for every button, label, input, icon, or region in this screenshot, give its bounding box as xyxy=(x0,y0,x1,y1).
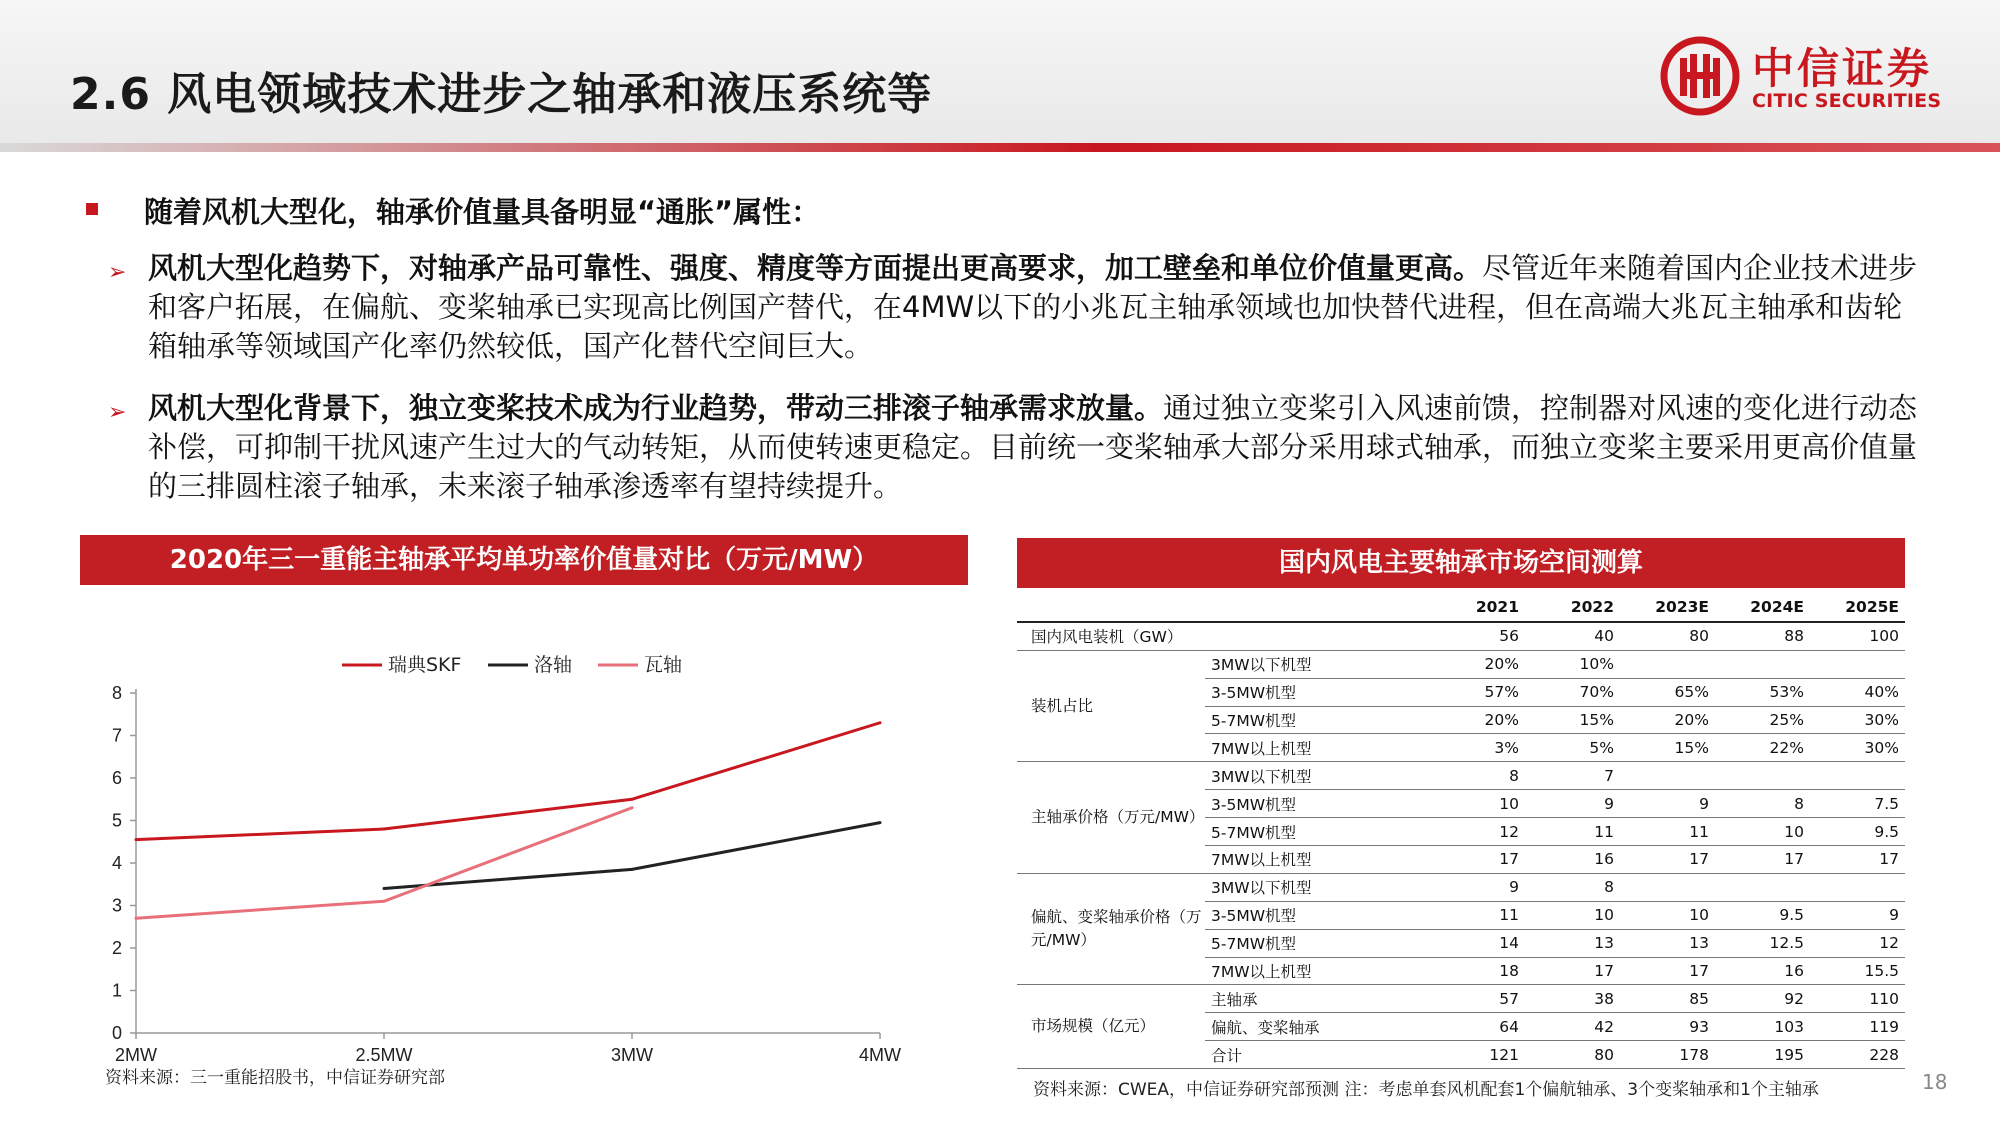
table-cell xyxy=(1620,873,1715,901)
table-cell: 7 xyxy=(1525,762,1620,790)
data-point xyxy=(879,821,882,824)
table-header-cell: 2023E xyxy=(1620,594,1715,622)
table-cell: 70% xyxy=(1525,678,1620,706)
data-point xyxy=(383,900,386,903)
table-header-blank xyxy=(1017,594,1430,622)
table-cell: 11 xyxy=(1525,818,1620,846)
table-cell: 92 xyxy=(1715,985,1810,1013)
table-header-cell: 2022 xyxy=(1525,594,1620,622)
data-point xyxy=(631,868,634,871)
table-cell: 20% xyxy=(1430,706,1525,734)
sub-bullet-2-bold: 风机大型化背景下，独立变桨技术成为行业趋势，带动三排滚子轴承需求放量。 xyxy=(148,391,1164,425)
table-source-note: 资料来源：CWEA，中信证券研究部预测 注：考虑单套风机配套1个偏航轴承、3个变桨轴承和1个主轴承 xyxy=(1033,1080,1819,1100)
table-cell: 15% xyxy=(1525,706,1620,734)
table-title: 国内风电主要轴承市场空间测算 xyxy=(1017,538,1905,588)
table-cell: 10 xyxy=(1525,901,1620,929)
table-cell: 7.5 xyxy=(1810,790,1905,818)
row-sub-label: 3-5MW机型 xyxy=(1205,901,1430,929)
table-cell xyxy=(1715,650,1810,678)
row-sub-label: 7MW以上机型 xyxy=(1205,734,1430,762)
market-size-table xyxy=(1017,594,1905,1069)
table-cell: 13 xyxy=(1620,929,1715,957)
table-cell: 9 xyxy=(1810,901,1905,929)
table-cell: 17 xyxy=(1620,846,1715,874)
table-cell: 10 xyxy=(1715,818,1810,846)
x-tick-label: 4MW xyxy=(859,1045,901,1065)
chart-source-note: 资料来源：三一重能招股书，中信证券研究部 xyxy=(105,1068,445,1088)
legend-label: 洛轴 xyxy=(534,654,573,676)
table-cell: 9 xyxy=(1430,873,1525,901)
row-group-label: 市场规模（亿元） xyxy=(1017,985,1205,1069)
table-cell: 121 xyxy=(1430,1041,1525,1069)
table-cell: 15.5 xyxy=(1810,957,1905,985)
row-sub-label: 5-7MW机型 xyxy=(1205,929,1430,957)
page-title: 2.6 风电领域技术进步之轴承和液压系统等 xyxy=(70,69,933,120)
table-cell: 103 xyxy=(1715,1013,1810,1041)
table-cell: 10% xyxy=(1525,650,1620,678)
table-cell: 30% xyxy=(1810,734,1905,762)
table-cell: 16 xyxy=(1715,957,1810,985)
table-cell: 17 xyxy=(1430,846,1525,874)
table-cell: 12 xyxy=(1430,818,1525,846)
y-tick-label: 7 xyxy=(111,725,122,746)
y-tick-label: 2 xyxy=(111,938,122,958)
table-cell: 22% xyxy=(1715,734,1810,762)
table-row xyxy=(1017,622,1905,650)
table-cell: 228 xyxy=(1810,1041,1905,1069)
sub-bullet-1-text: 尽管近年来随着国内企业技术进步和客户拓展，在偏航、变桨轴承已实现高比例国产替代，在4MW以下的小兆瓦主轴承领域也加快替代进程，但在高端大兆瓦主轴承和齿轮箱轴承等领域国产化率仍然较低，国产化替代空间巨大。 xyxy=(148,251,1918,363)
table-cell: 8 xyxy=(1715,790,1810,818)
table-cell: 57% xyxy=(1430,678,1525,706)
table-cell: 20% xyxy=(1620,706,1715,734)
main-bullet-text: 随着风机大型化，轴承价值量具备明显“通胀”属性： xyxy=(144,195,821,229)
table-cell: 5% xyxy=(1525,734,1620,762)
chart-panel xyxy=(80,535,968,1095)
table-cell: 17 xyxy=(1525,957,1620,985)
sub-bullet-1 xyxy=(108,249,1918,366)
table-cell: 40% xyxy=(1810,678,1905,706)
table-cell: 85 xyxy=(1620,985,1715,1013)
table-cell: 42 xyxy=(1525,1013,1620,1041)
table-cell: 3% xyxy=(1430,734,1525,762)
row-sub-label: 3-5MW机型 xyxy=(1205,790,1430,818)
table-row xyxy=(1017,985,1905,1013)
table-cell: 110 xyxy=(1810,985,1905,1013)
table-cell: 178 xyxy=(1620,1041,1715,1069)
table-cell: 12.5 xyxy=(1715,929,1810,957)
data-point xyxy=(383,828,386,831)
table-cell: 14 xyxy=(1430,929,1525,957)
row-sub-label: 7MW以上机型 xyxy=(1205,846,1430,874)
line-chart xyxy=(80,585,968,1075)
table-cell: 38 xyxy=(1525,985,1620,1013)
citic-logo xyxy=(1660,36,1960,116)
row-sub-label: 主轴承 xyxy=(1205,985,1430,1013)
y-tick-label: 6 xyxy=(111,768,122,788)
row-sub-label: 5-7MW机型 xyxy=(1205,706,1430,734)
table-row xyxy=(1017,873,1905,901)
y-tick-label: 0 xyxy=(111,1023,122,1043)
y-tick-label: 8 xyxy=(111,683,122,703)
table-cell: 30% xyxy=(1810,706,1905,734)
sub-bullet-1-bold: 风机大型化趋势下，对轴承产品可靠性、强度、精度等方面提出更高要求，加工壁垒和单位价值量更高。 xyxy=(148,251,1483,285)
table-cell xyxy=(1715,762,1810,790)
table-cell: 11 xyxy=(1620,818,1715,846)
row-sub-label: 3MW以下机型 xyxy=(1205,762,1430,790)
table-cell: 88 xyxy=(1715,622,1810,650)
table-cell: 53% xyxy=(1715,678,1810,706)
table-header-cell: 2025E xyxy=(1810,594,1905,622)
series-line-2 xyxy=(384,823,880,889)
table-cell: 16 xyxy=(1525,846,1620,874)
table-cell: 40 xyxy=(1525,622,1620,650)
arrow-bullet-icon: ➢ xyxy=(108,400,127,425)
data-point xyxy=(135,838,138,841)
sub-bullet-2-text: 通过独立变桨引入风速前馈，控制器对风速的变化进行动态补偿，可抑制干扰风速产生过大的气动转矩，从而使转速更稳定。目前统一变桨轴承大部分采用球式轴承，而独立变桨主要采用更高价值量的三排圆柱滚子轴承，未来滚子轴承渗透率有望持续提升。 xyxy=(148,391,1918,503)
legend-label: 瓦轴 xyxy=(644,654,683,676)
row-group-label: 主轴承价格（万元/MW） xyxy=(1017,762,1205,874)
table-cell: 80 xyxy=(1525,1041,1620,1069)
sub-bullet-2 xyxy=(108,389,1918,506)
table-row xyxy=(1017,762,1905,790)
table-cell: 11 xyxy=(1430,901,1525,929)
y-tick-label: 5 xyxy=(111,810,122,831)
table-cell: 80 xyxy=(1620,622,1715,650)
y-tick-label: 4 xyxy=(111,853,122,873)
table-cell: 100 xyxy=(1810,622,1905,650)
table-cell: 57 xyxy=(1430,985,1525,1013)
row-sub-label: 合计 xyxy=(1205,1041,1430,1069)
row-label: 国内风电装机（GW） xyxy=(1017,622,1430,650)
data-point xyxy=(879,721,882,724)
table-cell: 8 xyxy=(1525,873,1620,901)
table-cell xyxy=(1620,650,1715,678)
row-sub-label: 7MW以上机型 xyxy=(1205,957,1430,985)
table-cell: 9 xyxy=(1620,790,1715,818)
table-cell: 119 xyxy=(1810,1013,1905,1041)
table-cell: 9 xyxy=(1525,790,1620,818)
logo-english-name: CITIC SECURITIES xyxy=(1752,90,1942,112)
data-point xyxy=(631,806,634,809)
data-point xyxy=(631,798,634,801)
table-cell xyxy=(1810,873,1905,901)
table-cell: 9.5 xyxy=(1715,901,1810,929)
table-cell: 64 xyxy=(1430,1013,1525,1041)
table-cell: 20% xyxy=(1430,650,1525,678)
table-cell: 17 xyxy=(1715,846,1810,874)
row-sub-label: 3MW以下机型 xyxy=(1205,650,1430,678)
table-cell: 65% xyxy=(1620,678,1715,706)
data-point xyxy=(135,917,138,920)
row-sub-label: 5-7MW机型 xyxy=(1205,818,1430,846)
table-cell: 15% xyxy=(1620,734,1715,762)
row-group-label: 偏航、变桨轴承价格（万元/MW） xyxy=(1017,873,1205,985)
table-cell: 13 xyxy=(1525,929,1620,957)
table-cell: 10 xyxy=(1430,790,1525,818)
row-sub-label: 偏航、变桨轴承 xyxy=(1205,1013,1430,1041)
table-cell: 25% xyxy=(1715,706,1810,734)
table-cell: 9.5 xyxy=(1810,818,1905,846)
table-cell: 8 xyxy=(1430,762,1525,790)
table-cell xyxy=(1715,873,1810,901)
table-cell: 10 xyxy=(1620,901,1715,929)
table-header-cell: 2024E xyxy=(1715,594,1810,622)
header-divider xyxy=(0,143,2000,152)
logo-chinese-name: 中信证券 xyxy=(1752,44,1933,93)
table-cell xyxy=(1810,650,1905,678)
table-cell xyxy=(1620,762,1715,790)
x-tick-label: 3MW xyxy=(611,1045,653,1065)
x-tick-label: 2.5MW xyxy=(355,1045,413,1065)
data-point xyxy=(383,887,386,890)
table-cell: 17 xyxy=(1620,957,1715,985)
legend-label: 瑞典SKF xyxy=(388,654,462,676)
table-row xyxy=(1017,650,1905,678)
row-sub-label: 3-5MW机型 xyxy=(1205,678,1430,706)
y-tick-label: 1 xyxy=(111,980,122,1001)
table-cell: 12 xyxy=(1810,929,1905,957)
series-line-1 xyxy=(136,723,880,840)
page-number: 18 xyxy=(1922,1070,1948,1094)
y-tick-label: 3 xyxy=(111,895,122,916)
row-sub-label: 3MW以下机型 xyxy=(1205,873,1430,901)
square-bullet-icon xyxy=(86,203,98,215)
citic-logo-mark-icon xyxy=(1660,36,1740,116)
arrow-bullet-icon: ➢ xyxy=(108,260,127,285)
table-cell xyxy=(1810,762,1905,790)
table-cell: 93 xyxy=(1620,1013,1715,1041)
table-cell: 56 xyxy=(1430,622,1525,650)
x-tick-label: 2MW xyxy=(115,1045,157,1065)
table-cell: 195 xyxy=(1715,1041,1810,1069)
table-header-cell: 2021 xyxy=(1430,594,1525,622)
table-cell: 18 xyxy=(1430,957,1525,985)
table-cell: 17 xyxy=(1810,846,1905,874)
chart-title: 2020年三一重能主轴承平均单功率价值量对比（万元/MW） xyxy=(80,535,968,585)
row-group-label: 装机占比 xyxy=(1017,650,1205,762)
table-header-row xyxy=(1017,594,1905,622)
